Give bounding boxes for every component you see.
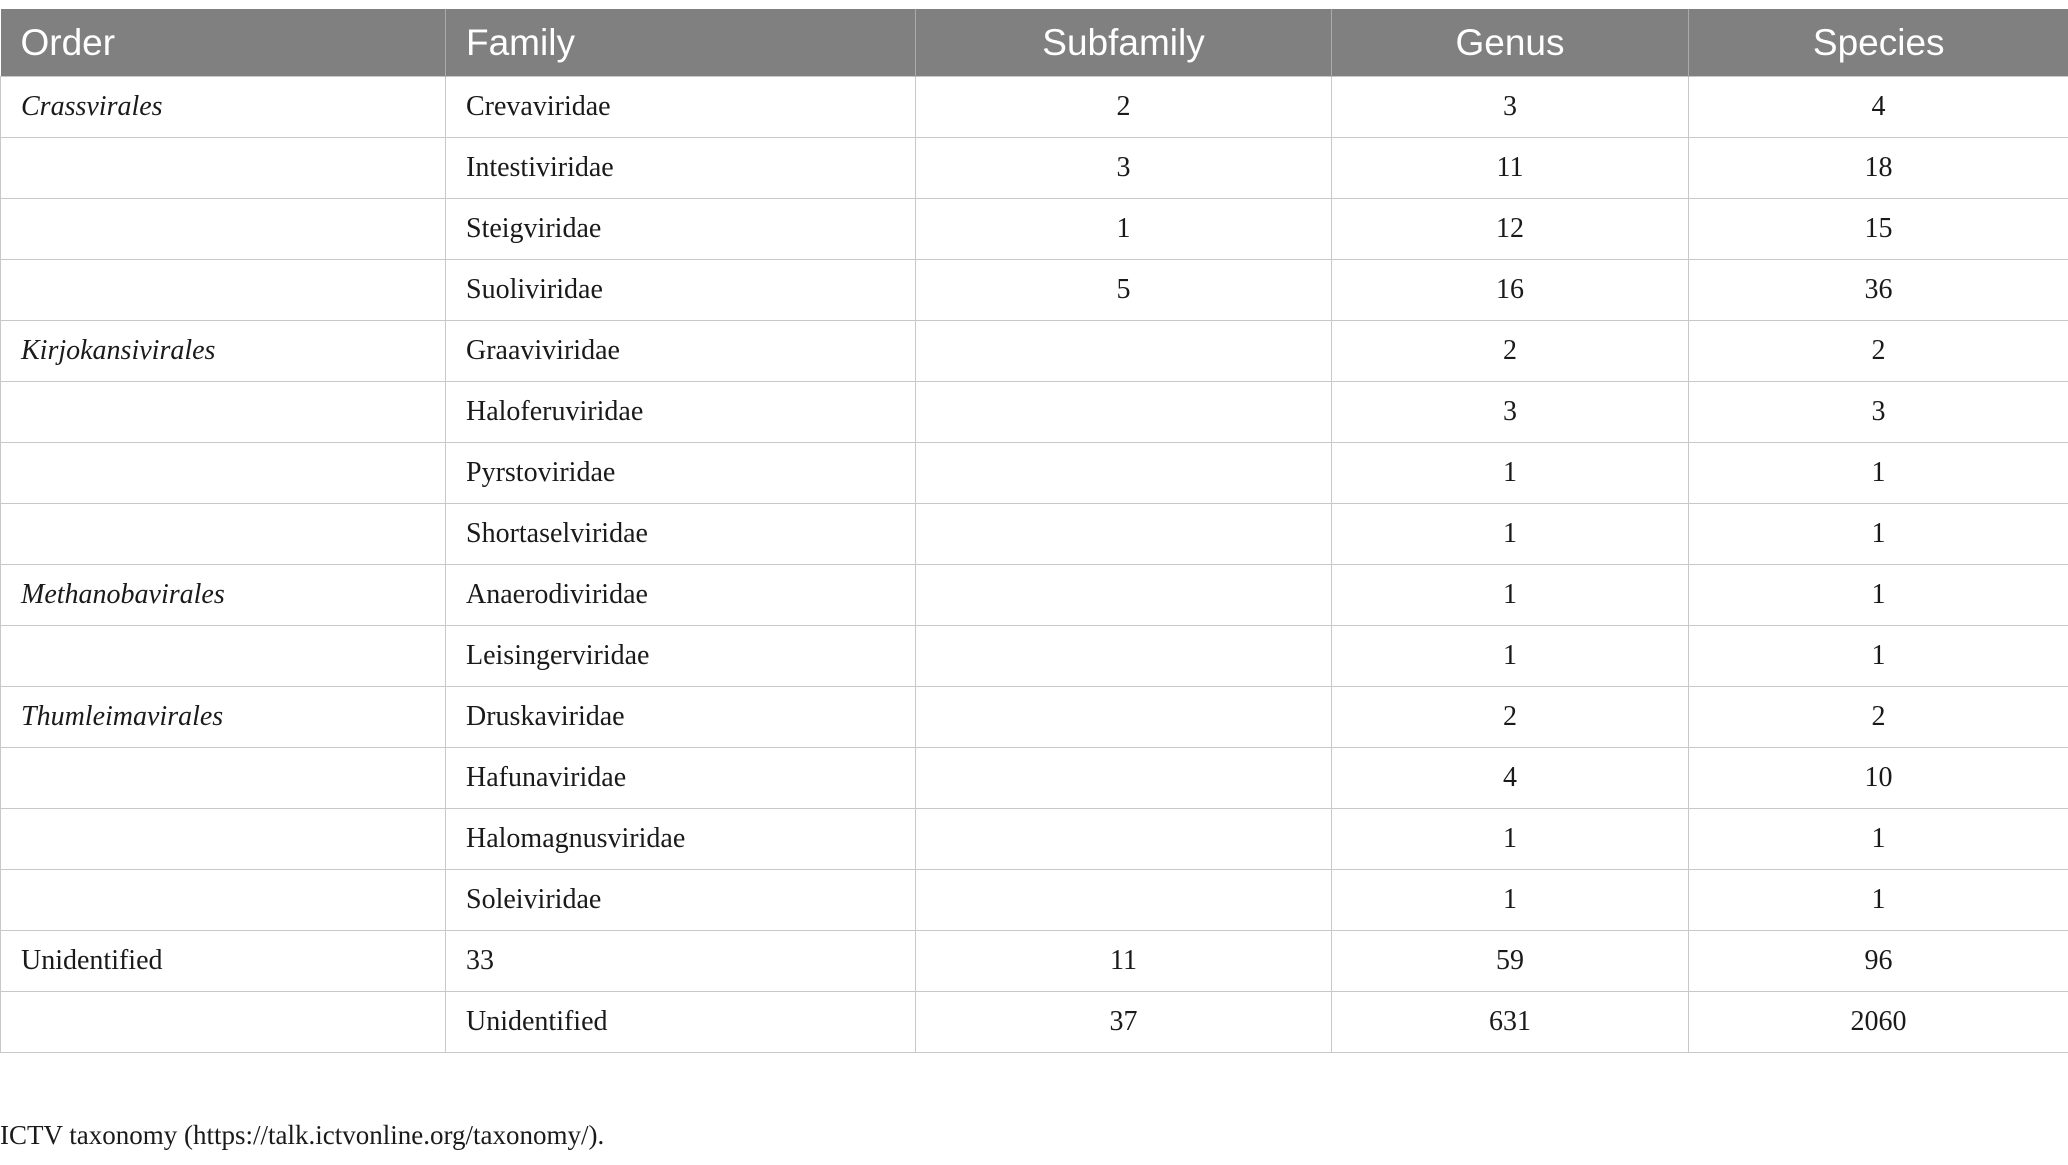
genus-cell: 3 [1332,77,1689,138]
family-cell: Steigviridae [446,199,916,260]
family-cell: Hafunaviridae [446,748,916,809]
subfamily-cell [916,382,1332,443]
table-row [1,870,2068,931]
family-cell: Haloferuviridae [446,382,916,443]
subfamily-cell [916,809,1332,870]
subfamily-cell [916,748,1332,809]
order-cell: Kirjokansivirales [1,321,446,382]
table-row [1,809,2068,870]
order-cell [1,199,446,260]
genus-cell: 1 [1332,443,1689,504]
family-cell: Suoliviridae [446,260,916,321]
table-header [1,9,2068,77]
species-cell: 96 [1689,931,2068,992]
family-cell: Intestiviridae [446,138,916,199]
genus-cell: 4 [1332,748,1689,809]
species-cell: 2060 [1689,992,2068,1053]
family-cell: Soleiviridae [446,870,916,931]
table-row [1,931,2068,992]
header-family: Family [446,9,916,77]
subfamily-cell [916,504,1332,565]
table-row [1,260,2068,321]
order-cell: Thumleimavirales [1,687,446,748]
table-row [1,321,2068,382]
order-cell [1,138,446,199]
genus-cell: 1 [1332,626,1689,687]
order-cell: Unidentified [1,931,446,992]
species-cell: 1 [1689,504,2068,565]
subfamily-cell: 37 [916,992,1332,1053]
family-cell: Unidentified [446,992,916,1053]
species-cell: 36 [1689,260,2068,321]
header-genus: Genus [1332,9,1689,77]
subfamily-cell [916,565,1332,626]
genus-cell: 16 [1332,260,1689,321]
genus-cell: 11 [1332,138,1689,199]
table-row [1,687,2068,748]
order-cell [1,748,446,809]
subfamily-cell [916,870,1332,931]
subfamily-cell: 5 [916,260,1332,321]
order-cell [1,504,446,565]
order-cell [1,992,446,1053]
order-cell [1,626,446,687]
header-subfamily: Subfamily [916,9,1332,77]
family-cell: Anaerodiviridae [446,565,916,626]
species-cell: 1 [1689,870,2068,931]
table-body [1,77,2068,1053]
genus-cell: 1 [1332,565,1689,626]
genus-cell: 12 [1332,199,1689,260]
subfamily-cell: 1 [916,199,1332,260]
species-cell: 1 [1689,443,2068,504]
table-row [1,504,2068,565]
genus-cell: 2 [1332,687,1689,748]
family-cell: Druskaviridae [446,687,916,748]
header-species: Species [1689,9,2068,77]
table-row [1,138,2068,199]
species-cell: 18 [1689,138,2068,199]
genus-cell: 1 [1332,870,1689,931]
order-cell [1,382,446,443]
table-row [1,199,2068,260]
family-cell: Graaviviridae [446,321,916,382]
species-cell: 2 [1689,321,2068,382]
order-cell [1,809,446,870]
species-cell: 1 [1689,809,2068,870]
family-cell: 33 [446,931,916,992]
order-cell [1,443,446,504]
table-row [1,443,2068,504]
subfamily-cell: 2 [916,77,1332,138]
order-cell: Crassvirales [1,77,446,138]
order-cell [1,870,446,931]
subfamily-cell [916,321,1332,382]
family-cell: Leisingerviridae [446,626,916,687]
genus-cell: 59 [1332,931,1689,992]
subfamily-cell [916,626,1332,687]
family-cell: Halomagnusviridae [446,809,916,870]
species-cell: 10 [1689,748,2068,809]
table-row [1,748,2068,809]
table-row [1,382,2068,443]
subfamily-cell: 3 [916,138,1332,199]
order-cell: Methanobavirales [1,565,446,626]
genus-cell: 2 [1332,321,1689,382]
table-row [1,992,2068,1053]
species-cell: 4 [1689,77,2068,138]
header-order: Order [1,9,446,77]
subfamily-cell: 11 [916,931,1332,992]
header-row [1,9,2068,77]
table-row [1,626,2068,687]
subfamily-cell [916,687,1332,748]
genus-cell: 631 [1332,992,1689,1053]
subfamily-cell [916,443,1332,504]
family-cell: Pyrstoviridae [446,443,916,504]
species-cell: 3 [1689,382,2068,443]
species-cell: 1 [1689,565,2068,626]
genus-cell: 3 [1332,382,1689,443]
table-row [1,565,2068,626]
table-footnote: ICTV taxonomy (https://talk.ictvonline.org/taxonomy/). [0,1120,605,1150]
order-cell [1,260,446,321]
genus-cell: 1 [1332,504,1689,565]
genus-cell: 1 [1332,809,1689,870]
species-cell: 15 [1689,199,2068,260]
species-cell: 2 [1689,687,2068,748]
species-cell: 1 [1689,626,2068,687]
taxonomy-table [0,9,2068,1053]
family-cell: Crevaviridae [446,77,916,138]
table-row [1,77,2068,138]
family-cell: Shortaselviridae [446,504,916,565]
